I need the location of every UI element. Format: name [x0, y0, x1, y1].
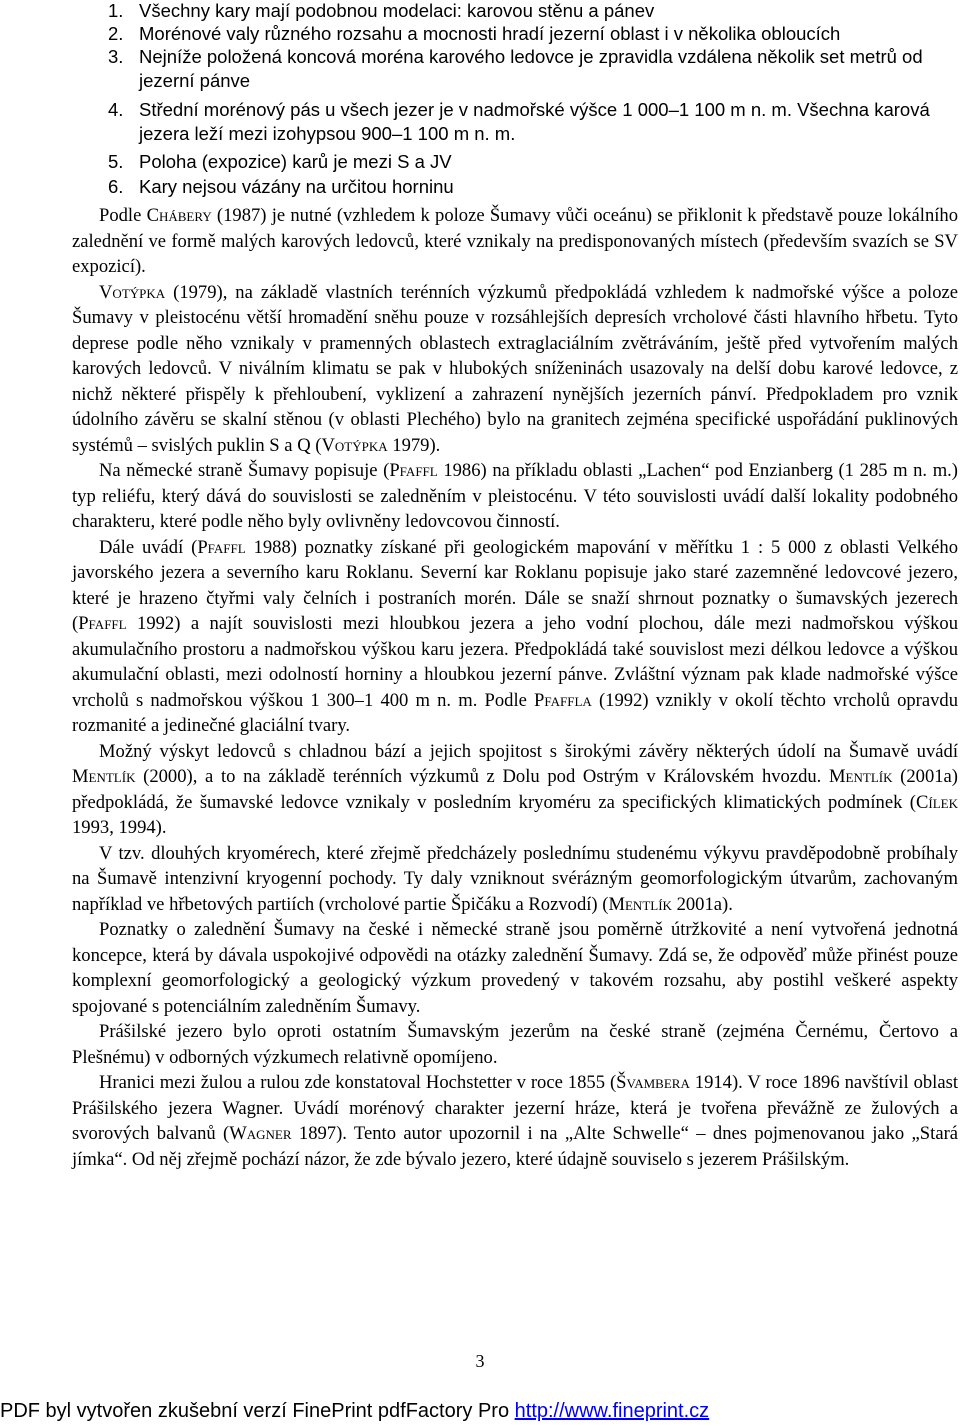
- paragraph: Podle Chábery (1987) je nutné (vzhledem k poloze Šumavy vůči oceánu) se přiklonit k představě pouze lokálního zalednění ve formě malých karových ledovců, které vznikaly na predisponovaných místech (především svazích se SV expozicí).: [72, 205, 958, 277]
- author-name: Mentlík: [829, 766, 893, 787]
- list-item-text: Nejníže položená koncová moréna karového ledovce je zpravidla vzdálena několik set metrů od jezerní pánve: [139, 46, 923, 91]
- list-item: [108, 45, 958, 93]
- list-item-number: 3.: [108, 46, 124, 67]
- paragraph: Na německé straně Šumavy popisuje (Pfaffl 1986) na příkladu oblasti „Lachen“ pod Enzianberg (1 285 m n. m.) typ reliéfu, který dává do souvislosti se zaledněním v pleistocénu. V této souvislosti uvádí další lokality podobného charakteru, které podle něho byly ovlivněny ledovcovou činností.: [72, 460, 958, 532]
- pdf-footer: [0, 1400, 960, 1423]
- list-item-text: Kary nejsou vázány na určitou horninu: [139, 176, 454, 197]
- list-item-text: Poloha (expozice) karů je mezi S a JV: [139, 151, 452, 172]
- list-item-number: 2.: [108, 23, 124, 44]
- author-name: Pfaffl: [78, 613, 127, 634]
- paragraph: Hranici mezi žulou a rulou zde konstatoval Hochstetter v roce 1855 (Švambera 1914). V roce 1896 navštívil oblast Prášilského jezera Wagner. Uvádí morénový charakter jezerní hráze, která je tvořena převážně ze žulových a svorových balvanů (Wagner 1897). Tento autor upozornil i na „Alte Schwelle“ – dnes pojmenovanou jako „Stará jímka“. Od něj zřejmě pochází názor, že zde bývalo jezero, které údajně souviselo s jezerem Prášilským.: [72, 1072, 959, 1170]
- paragraph: Možný výskyt ledovců s chladnou bází a jejich spojitost s širokými závěry některých údolí na Šumavě uvádí Mentlík (2000), a to na základě terénních výzkumů z Dolu pod Ostrým v Královském hvozdu. Mentlík (2001a) předpokládá, že šumavské ledovce vznikaly v posledním kryoméru za specifických klimatických podmínek (Cílek 1993, 1994).: [72, 740, 958, 838]
- body-text: [72, 203, 958, 1172]
- paragraph: Votýpka (1979), na základě vlastních terénních výzkumů předpokládá vzhledem k nadmořské výšce a poloze Šumavy v pleistocénu větší hromadění sněhu pouze v rozsáhlejších depresích vrcholové části hlavního hřbetu. Tyto deprese podle něho vznikaly v pramenných oblastech extraglaciálním zvětráváním, ještě před vytvořením malých karových ledovců. V niválním klimatu se pak v hlubokých sníženinách usazovaly na delší dobu karové ledovce, z nichž některé přispěly k přehloubení, vyklizení a zahrazení nynějších jezerních pánví. Předpokladem pro vznik údolního závěru se skalní stěnou (v oblasti Plechého) bylo na granitech zejména specifické uspořádání puklinových systémů – svislých puklin S a Q (Votýpka 1979).: [72, 281, 958, 456]
- list-item-text: Všechny kary mají podobnou modelaci: karovou stěnu a pánev: [139, 0, 655, 21]
- list-item: [108, 22, 958, 46]
- list-item: [108, 175, 958, 199]
- author-name: Votýpka: [99, 281, 166, 303]
- author-name: Pfaffla: [534, 689, 592, 711]
- list-item-number: 1.: [108, 0, 124, 21]
- page-number: 3: [475, 1351, 485, 1371]
- paragraph: Poznatky o zalednění Šumavy na české i německé straně jsou poměrně útržkovité a není vytvořená jednotná koncepce, která by dávala uspokojivé odpovědi na otázky zalednění Šumavy. Zdá se, že odpověď může přinést pouze komplexní geomorfologický a geologický výzkum provedený v takovém rozsahu, aby postihl veškeré aspekty spojované s potenciálním zaledněním Šumavy.: [72, 919, 958, 1017]
- author-name: Pfaffl: [389, 460, 438, 481]
- list-item: [108, 150, 958, 174]
- paragraph: Dále uvádí (Pfaffl 1988) poznatky získané při geologickém mapování v měřítku 1 : 5 000 z oblasti Velkého javorského jezera a severního karu Roklanu. Severní kar Roklanu popisuje jako staré zazemněné ledovcové jezero, které je hrazeno čtyřmi valy čelních i postraních morén. Dále se snaží shrnout poznatky o šumavských jezerech (Pfaffl 1992) a najít souvislosti mezi hloubkou jezera a jeho vodní plochou, dále mezi nadmořskou výškou akumulačního prostoru a nadmořskou výškou karu jezera. Předpokládá také souvislost mezi délkou ledovce a výškou akumulační oblasti, mezi odolností horniny a hloubkou jezerní pánve. Zvláštní význam pak klade nadmořské výšce vrcholů s nadmořskou výškou 1 300–1 400 m n. m. Podle Pfaffla (1992) vznikly v okolí těchto vrcholů opravdu rozmanité a jedinečné glaciální tvary.: [72, 536, 958, 736]
- paragraph: Prášilské jezero bylo oproti ostatním Šumavským jezerům na české straně (zejména Černému, Čertovo a Plešnému) v odborných výzkumech relativně opomíjeno.: [72, 1021, 958, 1068]
- paragraph: V tzv. dlouhých kryomérech, které zřejmě předcházely poslednímu studenému výkyvu pravděpodobně probíhaly na Šumavě intenzivní kryogenní pochody. Ty daly vzniknout svérázným geomorfologickým útvarům, zachovaným například ve hřbetových partiích (vrcholové partie Špičáku a Rozvodí) (Mentlík 2001a).: [72, 842, 958, 915]
- list-item-number: 6.: [108, 176, 124, 197]
- list-item-number: 5.: [108, 151, 124, 172]
- list-item: [108, 98, 958, 146]
- list-item-number: 4.: [108, 99, 124, 120]
- author-name: Mentlík: [608, 893, 672, 915]
- author-name: Pfaffl: [197, 536, 246, 558]
- list-item-text: Morénové valy různého rozsahu a mocnosti hradí jezerní oblast i v několika obloucích: [139, 23, 841, 44]
- list-item: [108, 0, 958, 23]
- author-name: Votýpka: [321, 434, 388, 456]
- author-name: Chábery: [146, 205, 212, 226]
- author-name: Mentlík: [72, 766, 136, 787]
- author-name: Cílek: [915, 791, 958, 813]
- list-item-text: Střední morénový pás u všech jezer je v nadmořské výšce 1 000–1 100 m n. m. Všechna karová jezera leží mezi izohypsou 900–1 100 m n. m.: [139, 99, 930, 144]
- author-name: Švambera: [616, 1072, 690, 1093]
- footer-text: PDF byl vytvořen zkušební verzí FinePrint pdfFactory Pro: [0, 1400, 515, 1422]
- footer-link[interactable]: http://www.fineprint.cz: [514, 1400, 710, 1422]
- author-name: Wagner: [229, 1123, 292, 1144]
